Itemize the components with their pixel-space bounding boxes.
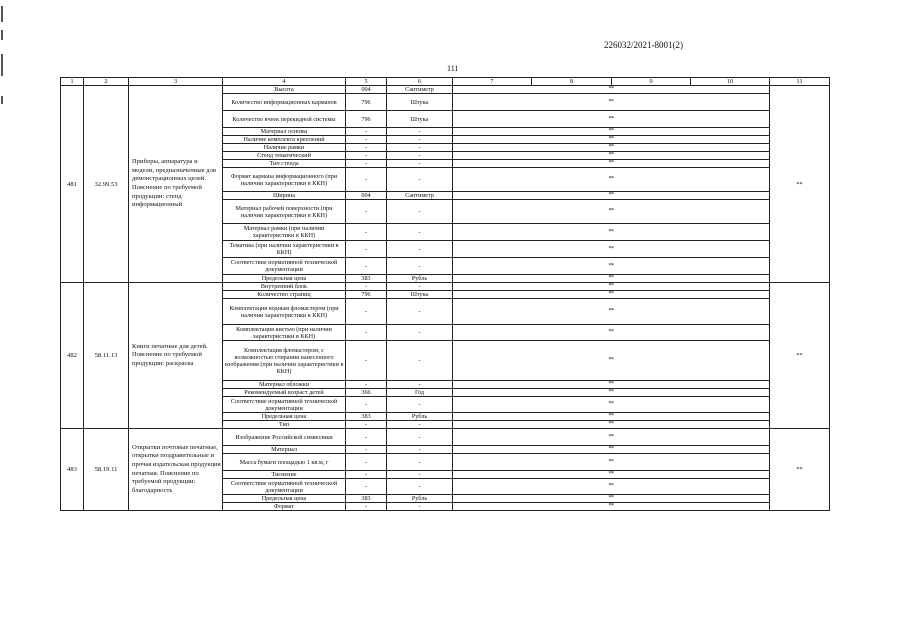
unit-code-cell: - [346, 429, 387, 446]
okpd-code-cell: 32.99.53 [84, 86, 129, 283]
unit-code-cell: 366 [346, 389, 387, 397]
characteristic-value-cell: ** [453, 421, 770, 429]
unit-name-cell: - [387, 503, 453, 511]
characteristic-name-cell: Предельная цена [223, 275, 346, 283]
unit-code-cell: - [346, 128, 387, 136]
unit-code-cell: 004 [346, 192, 387, 200]
characteristic-value-cell: ** [453, 152, 770, 160]
characteristic-value-cell: ** [453, 258, 770, 275]
unit-name-cell: - [387, 397, 453, 413]
characteristic-name-cell: Соответствие нормативной технической документации [223, 397, 346, 413]
column-header: 5 [346, 78, 387, 86]
characteristic-name-cell: Материал рамки (при наличии характеристики в ККН) [223, 224, 346, 241]
column-11-cell: ** [770, 86, 830, 283]
characteristic-name-cell: Комплектация кистью (при наличии характеристики в ККН) [223, 325, 346, 341]
unit-code-cell: 383 [346, 413, 387, 421]
characteristic-name-cell: Формат [223, 503, 346, 511]
characteristic-name-cell: Материал обложки [223, 381, 346, 389]
table-row [61, 429, 830, 446]
unit-code-cell: - [346, 454, 387, 471]
characteristic-value-cell: ** [453, 454, 770, 471]
characteristic-value-cell: ** [453, 94, 770, 111]
item-number-cell: 482 [61, 283, 84, 429]
unit-name-cell: - [387, 160, 453, 168]
characteristic-value-cell: ** [453, 168, 770, 192]
characteristic-name-cell: Изображение Российской символики [223, 429, 346, 446]
unit-name-cell: - [387, 299, 453, 325]
column-header: 8 [532, 78, 612, 86]
column-header: 6 [387, 78, 453, 86]
unit-name-cell: Штука [387, 291, 453, 299]
unit-code-cell: - [346, 160, 387, 168]
unit-code-cell: - [346, 144, 387, 152]
unit-code-cell: - [346, 258, 387, 275]
characteristic-name-cell: Соответствие нормативной технической документации [223, 479, 346, 495]
unit-code-cell: 004 [346, 86, 387, 94]
characteristic-name-cell: Материал рабочей поверхности (при наличии характеристики в ККН) [223, 200, 346, 224]
column-header: 2 [84, 78, 129, 86]
table-row [61, 86, 830, 94]
unit-name-cell: Рубль [387, 495, 453, 503]
characteristic-name-cell: Количество страниц [223, 291, 346, 299]
characteristic-name-cell: Наличие рамки [223, 144, 346, 152]
unit-name-cell: - [387, 446, 453, 454]
characteristic-value-cell: ** [453, 299, 770, 325]
unit-name-cell: Сантиметр [387, 192, 453, 200]
characteristic-value-cell: ** [453, 413, 770, 421]
characteristic-value-cell: ** [453, 291, 770, 299]
characteristic-name-cell: Материал основы [223, 128, 346, 136]
unit-name-cell: Рубль [387, 413, 453, 421]
unit-code-cell: - [346, 503, 387, 511]
column-header: 4 [223, 78, 346, 86]
unit-code-cell: - [346, 446, 387, 454]
characteristic-name-cell: Материал [223, 446, 346, 454]
unit-code-cell: - [346, 381, 387, 389]
unit-code-cell: - [346, 283, 387, 291]
unit-name-cell: - [387, 283, 453, 291]
unit-name-cell: - [387, 341, 453, 381]
page-number: 111 [447, 64, 459, 73]
product-description-cell: Книги печатные для детей. Пояснение по требуемой продукции: раскраска [129, 283, 223, 429]
unit-code-cell: - [346, 200, 387, 224]
unit-name-cell: Рубль [387, 275, 453, 283]
characteristic-value-cell: ** [453, 283, 770, 291]
okpd-code-cell: 58.11.13 [84, 283, 129, 429]
unit-name-cell: - [387, 224, 453, 241]
unit-code-cell: - [346, 136, 387, 144]
column-header: 3 [129, 78, 223, 86]
characteristic-name-cell: Комплектация фломастером, с возможностью стирания нанесенного изображения (при наличии характеристики в ККН) [223, 341, 346, 381]
characteristic-name-cell: Тематика (при наличии характеристики в ККН) [223, 241, 346, 258]
characteristic-value-cell: ** [453, 495, 770, 503]
characteristic-value-cell: ** [453, 241, 770, 258]
specification-table [60, 77, 830, 511]
characteristic-value-cell: ** [453, 160, 770, 168]
characteristic-value-cell: ** [453, 341, 770, 381]
unit-code-cell: - [346, 397, 387, 413]
unit-code-cell: - [346, 471, 387, 479]
column-11-cell: ** [770, 283, 830, 429]
unit-code-cell: 383 [346, 495, 387, 503]
characteristic-value-cell: ** [453, 325, 770, 341]
column-header: 9 [612, 78, 691, 86]
unit-name-cell: Год [387, 389, 453, 397]
unit-name-cell: Сантиметр [387, 86, 453, 94]
unit-name-cell: - [387, 421, 453, 429]
okpd-code-cell: 58.19.11 [84, 429, 129, 511]
characteristic-name-cell: Наличие комплекта креплений [223, 136, 346, 144]
characteristic-name-cell: Формат кармана информационного (при наличии характеристики в ККН) [223, 168, 346, 192]
table-row [61, 283, 830, 291]
unit-name-cell: - [387, 136, 453, 144]
characteristic-value-cell: ** [453, 200, 770, 224]
characteristic-name-cell: Количество информационных карманов [223, 94, 346, 111]
unit-code-cell: - [346, 168, 387, 192]
characteristic-value-cell: ** [453, 381, 770, 389]
characteristic-value-cell: ** [453, 503, 770, 511]
unit-code-cell: - [346, 241, 387, 258]
characteristic-value-cell: ** [453, 111, 770, 128]
column-header: 11 [770, 78, 830, 86]
unit-code-cell: 796 [346, 94, 387, 111]
document-number: 226032/2021-8001(2) [604, 40, 683, 50]
column-header: 7 [453, 78, 532, 86]
characteristic-value-cell: ** [453, 224, 770, 241]
unit-name-cell: - [387, 325, 453, 341]
characteristic-value-cell: ** [453, 429, 770, 446]
unit-name-cell: - [387, 429, 453, 446]
characteristic-value-cell: ** [453, 128, 770, 136]
characteristic-value-cell: ** [453, 471, 770, 479]
unit-name-cell: - [387, 381, 453, 389]
unit-name-cell: Штука [387, 111, 453, 128]
unit-name-cell: - [387, 479, 453, 495]
unit-name-cell: - [387, 454, 453, 471]
unit-name-cell: Штука [387, 94, 453, 111]
unit-name-cell: - [387, 200, 453, 224]
unit-code-cell: 383 [346, 275, 387, 283]
unit-code-cell: - [346, 479, 387, 495]
characteristic-name-cell: Количество ячеек перекидной системы [223, 111, 346, 128]
unit-name-cell: - [387, 258, 453, 275]
characteristic-name-cell: Предельная цена [223, 495, 346, 503]
product-description-cell: Приборы, аппаратура и модели, предназначенные для демонстрационных целей. Пояснение по требуемой продукции: стенд информационный [129, 86, 223, 283]
column-header: 10 [691, 78, 770, 86]
scan-edge-mark [0, 0, 4, 130]
column-header: 1 [61, 78, 84, 86]
unit-code-cell: - [346, 224, 387, 241]
unit-code-cell: - [346, 325, 387, 341]
characteristic-name-cell: Внутренний блок [223, 283, 346, 291]
column-number-row [61, 78, 830, 86]
unit-code-cell: 796 [346, 291, 387, 299]
characteristic-value-cell: ** [453, 397, 770, 413]
unit-name-cell: - [387, 471, 453, 479]
unit-name-cell: - [387, 152, 453, 160]
unit-code-cell: - [346, 421, 387, 429]
item-number-cell: 483 [61, 429, 84, 511]
characteristic-name-cell: Тип [223, 421, 346, 429]
characteristic-name-cell: Стенд тематический [223, 152, 346, 160]
characteristic-value-cell: ** [453, 86, 770, 94]
unit-code-cell: - [346, 341, 387, 381]
characteristic-value-cell: ** [453, 144, 770, 152]
characteristic-name-cell: Высота [223, 86, 346, 94]
unit-code-cell: 796 [346, 111, 387, 128]
characteristic-name-cell: Соответствие нормативной технической документации [223, 258, 346, 275]
characteristic-name-cell: Масса бумаги площадью 1 кв.м, г [223, 454, 346, 471]
column-11-cell: ** [770, 429, 830, 511]
unit-code-cell: - [346, 152, 387, 160]
characteristic-name-cell: Тиснение [223, 471, 346, 479]
characteristic-value-cell: ** [453, 136, 770, 144]
characteristic-value-cell: ** [453, 275, 770, 283]
unit-name-cell: - [387, 168, 453, 192]
characteristic-name-cell: Комплектация водным фломастером (при наличии характеристики в ККН) [223, 299, 346, 325]
characteristic-name-cell: Рекомендуемый возраст детей [223, 389, 346, 397]
item-number-cell: 481 [61, 86, 84, 283]
unit-name-cell: - [387, 144, 453, 152]
unit-name-cell: - [387, 241, 453, 258]
characteristic-name-cell: Предельная цена [223, 413, 346, 421]
characteristic-name-cell: Тип стенда [223, 160, 346, 168]
product-description-cell: Открытки почтовые печатные, открытки поздравительные и прочая издательская продукция печатная. Пояснение по требуемой продукции: благодарность [129, 429, 223, 511]
unit-code-cell: - [346, 299, 387, 325]
characteristic-value-cell: ** [453, 389, 770, 397]
characteristic-value-cell: ** [453, 479, 770, 495]
characteristic-value-cell: ** [453, 192, 770, 200]
unit-name-cell: - [387, 128, 453, 136]
characteristic-value-cell: ** [453, 446, 770, 454]
characteristic-name-cell: Ширина [223, 192, 346, 200]
